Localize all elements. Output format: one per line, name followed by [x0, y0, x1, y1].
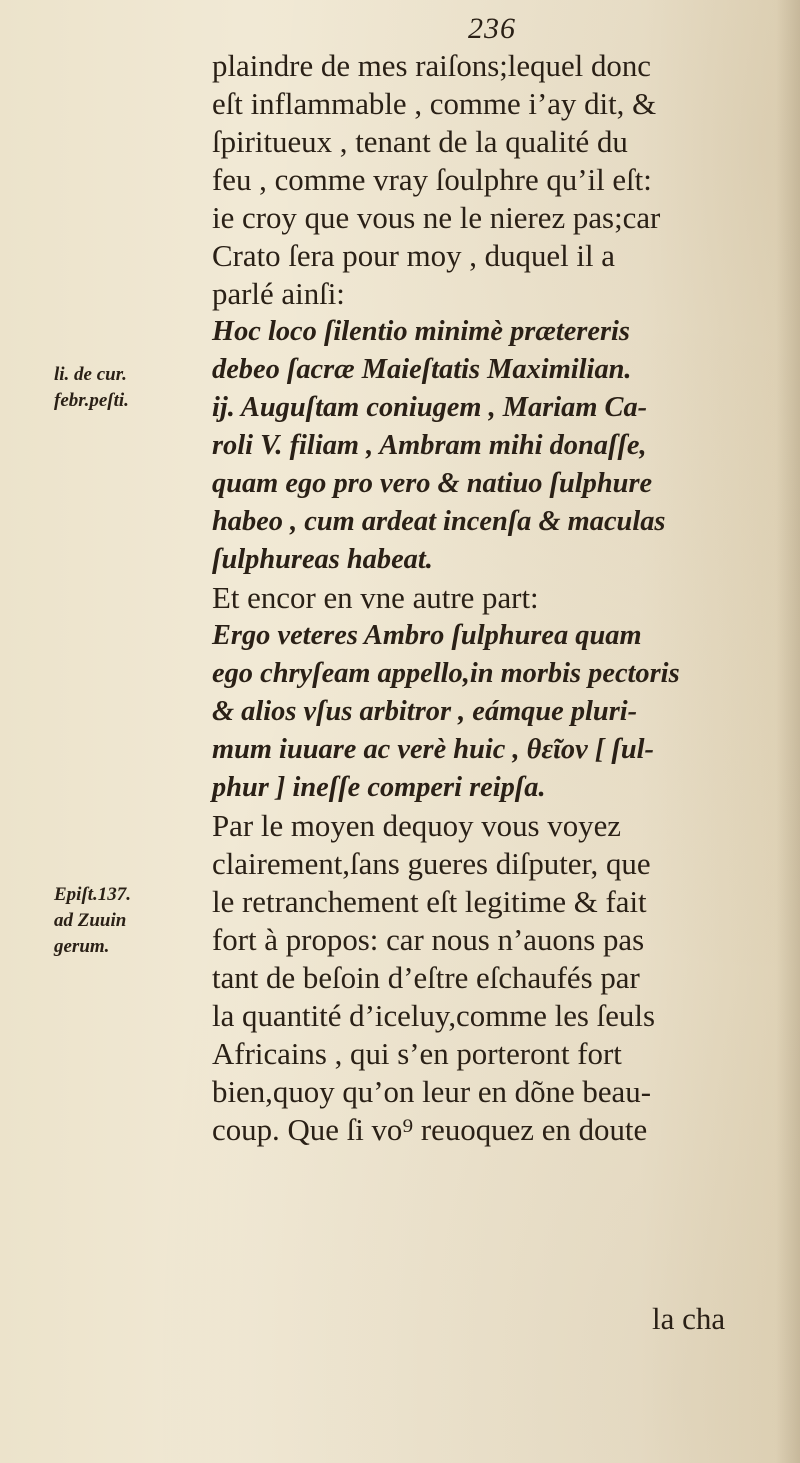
text-line: coup. Que ſi vo⁹ reuoquez en doute [212, 1112, 648, 1147]
text-line: feu , comme vray ſoulphre qu’il eſt: [212, 162, 652, 197]
text-line: habeo , cum ardeat incenſa & maculas [212, 506, 666, 537]
text-line: quam ego pro vero & natiuo ſulphure [212, 468, 653, 499]
text-line: Crato ſera pour moy , duquel il a [212, 238, 615, 273]
text-line: parlé ainſi: [212, 276, 345, 311]
margin-note-line: li. de cur. [54, 364, 127, 385]
margin-note-line: gerum. [54, 936, 110, 957]
text-line: ie croy que vous ne le nierez pas;car [212, 200, 661, 235]
margin-note-line: ad Zuuin [54, 910, 127, 931]
text-line: plaindre de mes raiſons;lequel donc [212, 48, 651, 83]
text-line: la quantité d’iceluy,comme les ſeuls [212, 998, 655, 1033]
text-line: Africains , qui s’en porteront fort [212, 1036, 622, 1071]
text-line: ij. Auguſtam coniugem , Mariam Ca- [212, 392, 648, 423]
text-line: phur ] ineſſe comperi reipſa. [212, 772, 546, 803]
text-line: Par le moyen dequoy vous voyez [212, 808, 622, 843]
body-text [212, 47, 792, 1149]
margin-note-line: febr.peſti. [54, 390, 129, 411]
text-line: Hoc loco ſilentio minimè prætereris [212, 316, 630, 347]
text-line: mum iuuare ac verè huic , θεῖον [ ſul- [212, 734, 654, 765]
text-line: Ergo veteres Ambro ſulphurea quam [212, 620, 642, 651]
margin-note-citation-epistle [54, 882, 214, 960]
text-line: eſt inflammable , comme i’ay dit, & [212, 86, 657, 121]
text-line: tant de beſoin d’eſtre eſchaufés par [212, 960, 640, 995]
catchword: la cha [652, 1301, 726, 1336]
text-line: clairement,ſans gueres diſputer, que [212, 846, 651, 881]
text-line: fort à propos: car nous n’auons pas [212, 922, 645, 957]
text-line: debeo ſacræ Maieſtatis Maximilian. [212, 354, 632, 385]
margin-note-citation-crato [54, 362, 214, 414]
text-line: Et encor en vne autre part: [212, 580, 539, 615]
text-line: bien,quoy qu’on leur en dõne beau- [212, 1074, 651, 1109]
text-line: roli V. filiam , Ambram mihi donaſſe, [212, 430, 647, 461]
text-line: ſpiritueux , tenant de la qualité du [212, 124, 628, 159]
text-line: ego chryſeam appello,in morbis pectoris [212, 658, 680, 689]
page-number: 236 [468, 12, 516, 45]
text-line: & alios vſus arbitror , eámque pluri- [212, 696, 638, 727]
text-line: le retranchement eſt legitime & fait [212, 884, 647, 919]
text-line: ſulphureas habeat. [212, 544, 433, 575]
margin-note-line: Epiſt.137. [54, 884, 132, 905]
